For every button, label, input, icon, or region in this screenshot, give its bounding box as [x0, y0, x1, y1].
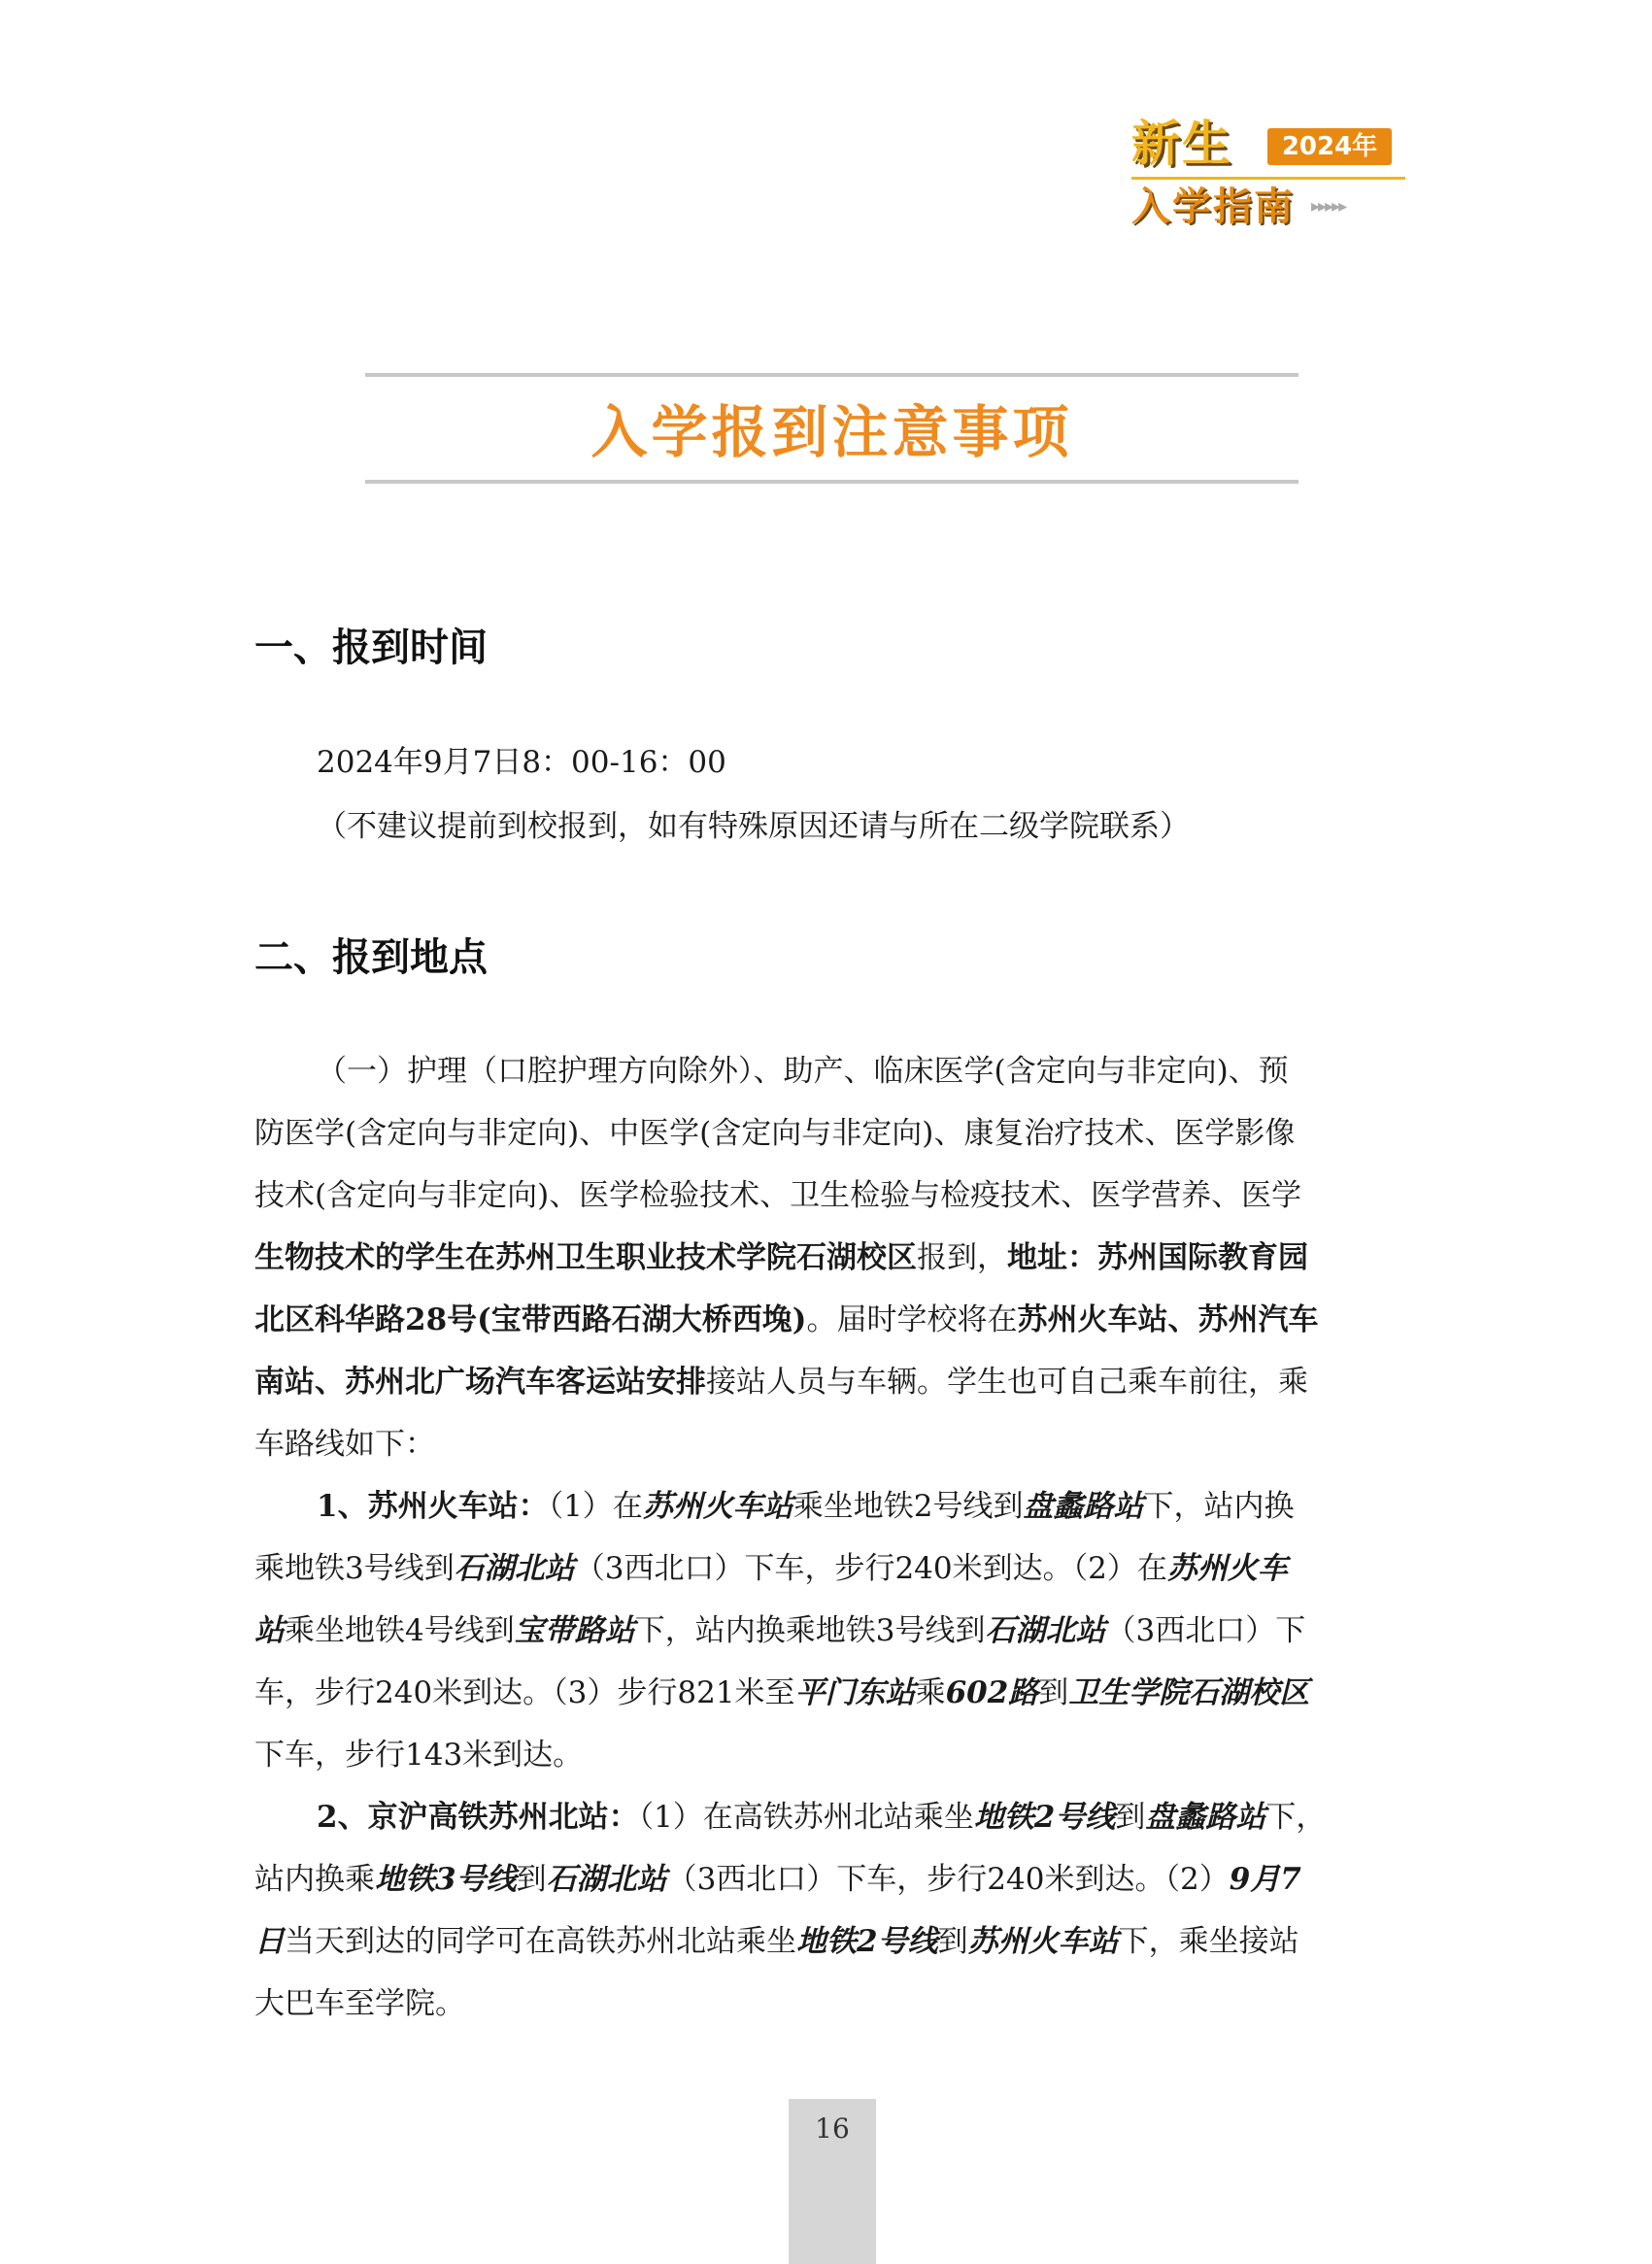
- route1-line5: 下车，步行143米到达。: [254, 1738, 584, 1773]
- route1-line1: 1、苏州火车站：（1）在苏州火车站乘坐地铁2号线到盘蠡路站下，站内换: [317, 1489, 1295, 1524]
- route2-line3: 日当天到达的同学可在高铁苏州北站乘坐地铁2号线到苏州火车站下，乘坐接站: [254, 1924, 1299, 1959]
- report-datetime: 2024年9月7日8：00-16：00: [317, 745, 726, 780]
- route1-line3: 站乘坐地铁4号线到宝带路站下，站内换乘地铁3号线到石湖北站（3西北口）下: [254, 1613, 1306, 1648]
- title-rule-top: [365, 373, 1298, 377]
- para1-line1: （一）护理（口腔护理方向除外）、助产、临床医学(含定向与非定向)、预: [317, 1054, 1289, 1089]
- section-heading-time: 一、报到时间: [254, 625, 488, 670]
- section-heading-place: 二、报到地点: [254, 935, 488, 980]
- route1-line2: 乘地铁3号线到石湖北站（3西北口）下车，步行240米到达。（2）在苏州火车: [254, 1551, 1288, 1586]
- guide-logo: [1131, 115, 1413, 231]
- page-number-tab: [789, 2099, 876, 2264]
- route2-line1: 2、京沪高铁苏州北站：（1）在高铁苏州北站乘坐地铁2号线到盘蠡路站下，: [317, 1800, 1327, 1835]
- para1-line4: 生物技术的学生在苏州卫生职业技术学院石湖校区报到，地址：苏州国际教育园: [254, 1240, 1308, 1275]
- para1-line5: 北区科华路28号(宝带西路石湖大桥西堍)。届时学校将在苏州火车站、苏州汽车: [254, 1302, 1319, 1337]
- route2-line4: 大巴车至学院。: [254, 1986, 465, 2021]
- report-time-note: （不建议提前到校报到，如有特殊原因还请与所在二级学院联系）: [317, 809, 1190, 844]
- title-rule-bottom: [365, 480, 1298, 484]
- route1-line4: 车，步行240米到达。（3）步行821米至平门东站乘602路到卫生学院石湖校区: [254, 1675, 1310, 1710]
- logo-new-student: 新生: [1131, 116, 1232, 172]
- para1-line2: 防医学(含定向与非定向)、中医学(含定向与非定向)、康复治疗技术、医学影像: [254, 1116, 1296, 1151]
- para1-line6: 南站、苏州北广场汽车客运站安排接站人员与车辆。学生也可自己乘车前往，乘: [254, 1365, 1308, 1400]
- route2-line2: 站内换乘地铁3号线到石湖北站（3西北口）下车，步行240米到达。（2）9月7: [254, 1862, 1301, 1897]
- page-title: 入学报到注意事项: [590, 399, 1073, 465]
- para1-line7: 车路线如下：: [254, 1427, 435, 1462]
- logo-year-badge: 2024年: [1267, 128, 1392, 165]
- page-number: 16: [815, 2112, 850, 2145]
- logo-divider: [1131, 177, 1405, 180]
- logo-arrows-icon: ▸▸▸▸▸: [1311, 196, 1346, 217]
- para1-line3: 技术(含定向与非定向)、医学检验技术、卫生检验与检疫技术、医学营养、医学: [254, 1178, 1302, 1213]
- logo-enrollment-guide: 入学指南: [1131, 185, 1295, 229]
